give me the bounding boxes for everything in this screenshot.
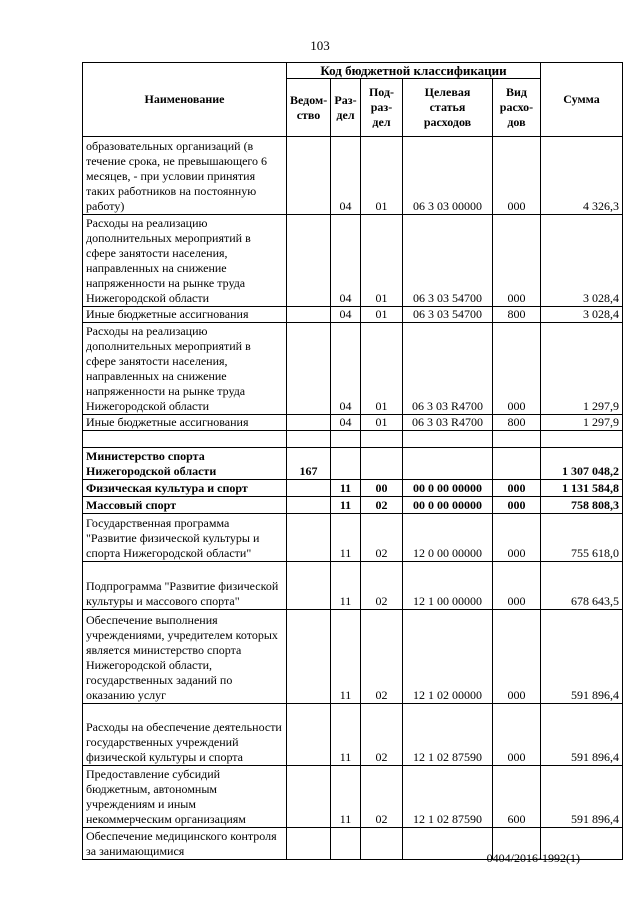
- cell-podrazdel: [361, 448, 403, 480]
- cell-target: 06 3 03 R4700: [403, 323, 493, 415]
- cell-razdel: 11: [331, 562, 361, 610]
- cell-target: 12 1 02 87590: [403, 766, 493, 828]
- cell-name: Предоставление субсидий бюджетным, автономным учреждениям и иным некоммерческим организациям: [83, 766, 287, 828]
- cell-vid: 000: [493, 215, 541, 307]
- cell-podrazdel: 02: [361, 704, 403, 766]
- cell-sum: 755 618,0: [541, 514, 623, 562]
- table-row: [83, 307, 623, 323]
- cell-vid: [493, 431, 541, 448]
- cell-vid: 000: [493, 497, 541, 514]
- header-razdel: Раз-дел: [331, 79, 361, 137]
- cell-target: 06 3 03 54700: [403, 215, 493, 307]
- cell-vid: 800: [493, 307, 541, 323]
- cell-razdel: 11: [331, 610, 361, 704]
- cell-razdel: 11: [331, 766, 361, 828]
- cell-vedomstvo: [287, 828, 331, 860]
- table-row: [83, 480, 623, 497]
- cell-podrazdel: 01: [361, 415, 403, 431]
- table-row: [83, 448, 623, 480]
- cell-sum: 1 307 048,2: [541, 448, 623, 480]
- table-row: [83, 704, 623, 766]
- header-target: Целевая статья расходов: [403, 79, 493, 137]
- cell-podrazdel: 02: [361, 497, 403, 514]
- cell-vid: 000: [493, 704, 541, 766]
- table-row: [83, 610, 623, 704]
- cell-name: Иные бюджетные ассигнования: [83, 415, 287, 431]
- cell-vedomstvo: [287, 704, 331, 766]
- cell-razdel: 11: [331, 514, 361, 562]
- cell-razdel: [331, 448, 361, 480]
- table-row: [83, 415, 623, 431]
- cell-name: Подпрограмма "Развитие физической культуры и массового спорта": [83, 562, 287, 610]
- cell-vid: 000: [493, 480, 541, 497]
- cell-target: [403, 431, 493, 448]
- cell-sum: 4 326,3: [541, 137, 623, 215]
- cell-vedomstvo: [287, 307, 331, 323]
- table-row: [83, 323, 623, 415]
- cell-target: 06 3 03 54700: [403, 307, 493, 323]
- cell-vedomstvo: [287, 514, 331, 562]
- document-code: 0404/2016-1992(1): [486, 851, 580, 865]
- cell-vedomstvo: [287, 415, 331, 431]
- cell-sum: 3 028,4: [541, 307, 623, 323]
- cell-target: 00 0 00 00000: [403, 480, 493, 497]
- cell-name: Физическая культура и спорт: [83, 480, 287, 497]
- header-vid: Вид расхо-дов: [493, 79, 541, 137]
- cell-vid: 000: [493, 610, 541, 704]
- header-name: Наименование: [83, 63, 287, 137]
- table-row: [83, 766, 623, 828]
- budget-table: [82, 62, 623, 860]
- cell-vedomstvo: [287, 431, 331, 448]
- cell-razdel: 04: [331, 307, 361, 323]
- cell-podrazdel: 00: [361, 480, 403, 497]
- cell-vedomstvo: [287, 323, 331, 415]
- header-vedomstvo: Ведом-ство: [287, 79, 331, 137]
- cell-razdel: [331, 828, 361, 860]
- cell-name: Расходы на обеспечение деятельности государственных учреждений физической культуры и спорта: [83, 704, 287, 766]
- cell-target: 06 3 03 R4700: [403, 415, 493, 431]
- cell-name: Расходы на реализацию дополнительных мероприятий в сфере занятости населения, направленных на снижение напряженности на рынке труда Нижегородской области: [83, 215, 287, 307]
- cell-vid: 000: [493, 323, 541, 415]
- table-row: [83, 137, 623, 215]
- table-row: [83, 562, 623, 610]
- cell-name: Обеспечение медицинского контроля за занимающимися: [83, 828, 287, 860]
- cell-vedomstvo: [287, 562, 331, 610]
- cell-podrazdel: [361, 431, 403, 448]
- cell-vedomstvo: 167: [287, 448, 331, 480]
- table-row: [83, 431, 623, 448]
- cell-podrazdel: 01: [361, 215, 403, 307]
- cell-sum: 591 896,4: [541, 610, 623, 704]
- cell-razdel: 04: [331, 323, 361, 415]
- cell-name: Государственная программа "Развитие физической культуры и спорта Нижегородской области": [83, 514, 287, 562]
- cell-razdel: 04: [331, 415, 361, 431]
- header-row-top: [83, 63, 623, 79]
- cell-vedomstvo: [287, 137, 331, 215]
- cell-podrazdel: 01: [361, 307, 403, 323]
- cell-name: [83, 431, 287, 448]
- cell-target: [403, 448, 493, 480]
- cell-target: [403, 828, 493, 860]
- cell-vid: [493, 448, 541, 480]
- cell-razdel: 11: [331, 497, 361, 514]
- cell-name: образовательных организаций (в течение срока, не превышающего 6 месяцев, - при условии принятия таких работников на постоянную работу): [83, 137, 287, 215]
- cell-target: 12 1 02 87590: [403, 704, 493, 766]
- cell-razdel: 04: [331, 215, 361, 307]
- cell-target: 12 1 00 00000: [403, 562, 493, 610]
- header-code-group: Код бюджетной классификации: [287, 63, 541, 79]
- cell-sum: 758 808,3: [541, 497, 623, 514]
- header-podrazdel: Под-раз-дел: [361, 79, 403, 137]
- cell-vid: 000: [493, 137, 541, 215]
- cell-podrazdel: 02: [361, 562, 403, 610]
- cell-target: 00 0 00 00000: [403, 497, 493, 514]
- cell-vedomstvo: [287, 215, 331, 307]
- cell-sum: 1 297,9: [541, 415, 623, 431]
- cell-target: 12 0 00 00000: [403, 514, 493, 562]
- cell-sum: 591 896,4: [541, 704, 623, 766]
- cell-sum: 591 896,4: [541, 766, 623, 828]
- cell-podrazdel: 01: [361, 137, 403, 215]
- cell-vedomstvo: [287, 610, 331, 704]
- cell-name: Министерство спорта Нижегородской области: [83, 448, 287, 480]
- cell-vid: 600: [493, 766, 541, 828]
- cell-sum: 1 131 584,8: [541, 480, 623, 497]
- cell-vedomstvo: [287, 480, 331, 497]
- cell-vid: 000: [493, 514, 541, 562]
- table-row: [83, 514, 623, 562]
- cell-target: 06 3 03 00000: [403, 137, 493, 215]
- cell-vedomstvo: [287, 497, 331, 514]
- cell-razdel: [331, 431, 361, 448]
- cell-sum: 678 643,5: [541, 562, 623, 610]
- cell-razdel: 11: [331, 480, 361, 497]
- cell-vedomstvo: [287, 766, 331, 828]
- table-body: [83, 137, 623, 860]
- cell-name: Иные бюджетные ассигнования: [83, 307, 287, 323]
- cell-podrazdel: 02: [361, 610, 403, 704]
- cell-name: Обеспечение выполнения учреждениями, учредителем которых является министерство спорта Нижегородской области, государственных заданий по оказанию услуг: [83, 610, 287, 704]
- cell-podrazdel: 02: [361, 514, 403, 562]
- cell-sum: [541, 431, 623, 448]
- header-sum: Сумма: [541, 63, 623, 137]
- table-row: [83, 215, 623, 307]
- cell-razdel: 11: [331, 704, 361, 766]
- cell-name: Расходы на реализацию дополнительных мероприятий в сфере занятости населения, направленных на снижение напряженности на рынке труда Нижегородской области: [83, 323, 287, 415]
- cell-vid: 800: [493, 415, 541, 431]
- page-number: 103: [310, 38, 330, 53]
- cell-name: Массовый спорт: [83, 497, 287, 514]
- cell-podrazdel: [361, 828, 403, 860]
- cell-vid: 000: [493, 562, 541, 610]
- cell-razdel: 04: [331, 137, 361, 215]
- cell-podrazdel: 02: [361, 766, 403, 828]
- table-row: [83, 497, 623, 514]
- cell-sum: 1 297,9: [541, 323, 623, 415]
- cell-podrazdel: 01: [361, 323, 403, 415]
- cell-sum: 3 028,4: [541, 215, 623, 307]
- cell-target: 12 1 02 00000: [403, 610, 493, 704]
